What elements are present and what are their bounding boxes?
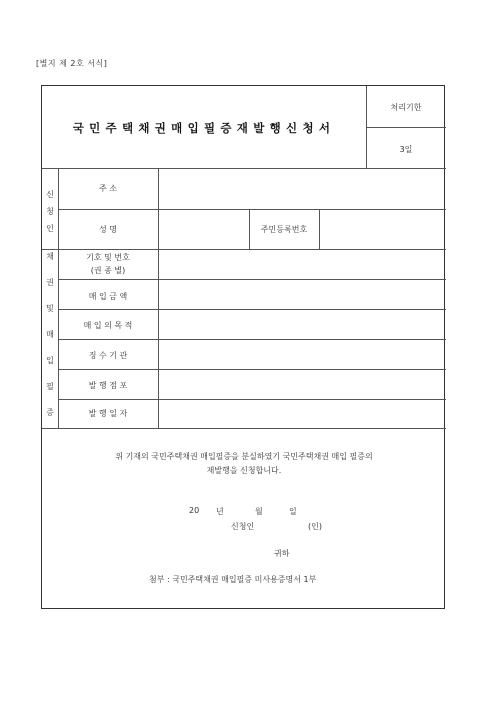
date-month-unit: 월 bbox=[255, 507, 263, 516]
bond-type-label: (권 종 별) bbox=[90, 266, 126, 275]
applicant-section-bottom bbox=[42, 249, 446, 250]
bond-row-line-5 bbox=[58, 399, 446, 400]
bond-row-line-4 bbox=[58, 369, 446, 370]
seal-mark: (인) bbox=[308, 522, 322, 531]
address-row-line bbox=[58, 209, 446, 210]
deadline-divider bbox=[366, 127, 446, 128]
deadline-label: 처리기한 bbox=[390, 103, 422, 112]
bond-row-line-1 bbox=[58, 279, 446, 280]
name-label: 성 명 bbox=[99, 225, 117, 234]
purchase-purpose-field[interactable] bbox=[162, 317, 442, 331]
resident-number-field[interactable] bbox=[323, 220, 441, 234]
applicant-signature-label: 신청인 bbox=[231, 522, 255, 531]
bond-row-line-2 bbox=[58, 309, 446, 310]
deadline-value: 3일 bbox=[399, 145, 413, 154]
label-column-line bbox=[158, 168, 159, 428]
addressee: 귀하 bbox=[274, 549, 290, 558]
bond-number-field[interactable] bbox=[162, 258, 442, 272]
issuing-branch-label: 발 행 점 포 bbox=[88, 381, 128, 390]
collecting-agency-label: 징 수 기 관 bbox=[88, 351, 128, 360]
form-title: 국민주택채권매입필증재발행신청서 bbox=[72, 121, 336, 135]
statement-line-2: 재발행을 신청합니다. bbox=[206, 466, 282, 475]
issue-date-field[interactable] bbox=[162, 406, 442, 420]
name-field[interactable] bbox=[162, 220, 250, 234]
form-reference: [별지 제 2호 서식] bbox=[36, 59, 108, 68]
resident-number-label: 주민등록번호 bbox=[260, 225, 308, 234]
purchase-amount-field[interactable] bbox=[162, 288, 442, 302]
bond-number-label: 기호 및 번호 bbox=[86, 253, 130, 262]
header-bottom-line bbox=[42, 168, 446, 169]
date-year: 20 bbox=[189, 506, 200, 515]
issuing-branch-field[interactable] bbox=[162, 377, 442, 391]
bond-side-label: 채 권 및 매 입 필 증 bbox=[46, 252, 54, 417]
collecting-agency-field[interactable] bbox=[162, 347, 442, 361]
purchase-amount-label: 매 입 금 액 bbox=[88, 292, 128, 301]
application-form bbox=[41, 85, 445, 609]
resident-number-divider bbox=[319, 209, 320, 249]
attachment-note: 첨부 : 국민주택채권 매입필증 미사용증명서 1부 bbox=[149, 575, 317, 584]
address-field[interactable] bbox=[162, 180, 442, 194]
statement-line-1: 위 기재의 국민주택채권 매입필증을 분실하였기 국민주택채권 매입 필증의 bbox=[115, 452, 373, 461]
bond-row-line-3 bbox=[58, 339, 446, 340]
date-year-unit: 년 bbox=[216, 507, 224, 516]
bond-section-bottom bbox=[42, 428, 446, 429]
issue-date-label: 발 행 일 자 bbox=[88, 409, 128, 418]
address-label: 주 소 bbox=[99, 184, 117, 193]
applicant-side-label: 신 청 인 bbox=[46, 190, 54, 233]
purchase-purpose-label: 매 입 의 목 적 bbox=[83, 321, 133, 330]
date-day-unit: 일 bbox=[289, 507, 297, 516]
